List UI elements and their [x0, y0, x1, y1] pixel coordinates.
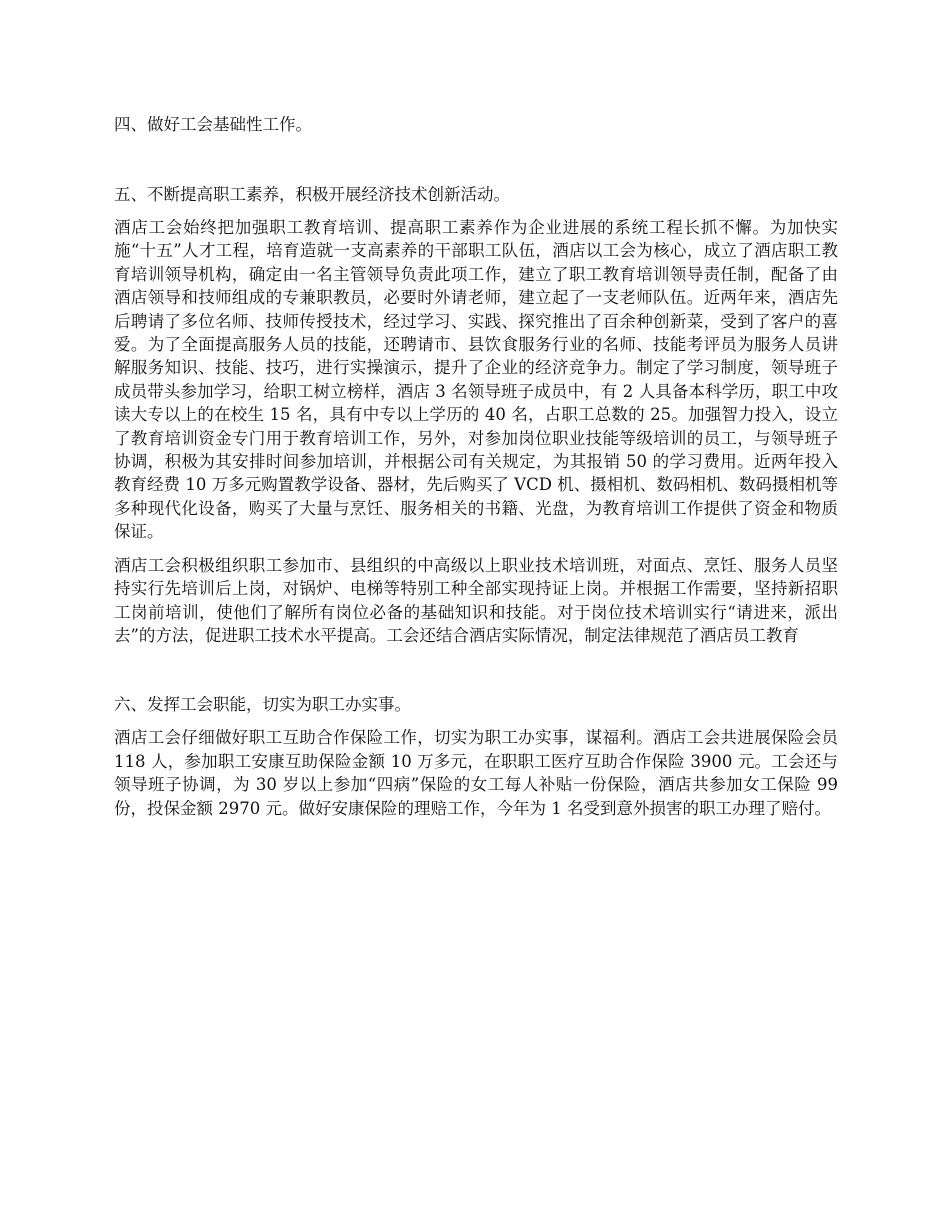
document-page: [114, 112, 838, 820]
section-6-heading: 六、发挥工会职能，切实为职工办实事。: [114, 695, 411, 715]
section-6-paragraph-1: 酒店工会仔细做好职工互助合作保险工作，切实为职工办实事，谋福利。酒店工会共进展保险会员 118 人，参加职工安康互助保险金额 10 万多元，在职职工医疗互助合作保险 3900 元。工会还与领导班子协调，为 30 岁以上参加“四病”保险的女工每人补贴一份保险，酒店共参加女工保险 99 份，投保金额 2970 元。做好安康保险的理赔工作，今年为 1 名受到意外损害的职工办理了赔付。: [114, 728, 838, 818]
section-5-paragraph-2: 酒店工会积极组织职工参加市、县组织的中高级以上职业技术培训班，对面点、烹饪、服务人员坚持实行先培训后上岗，对锅炉、电梯等特别工种全部实现持证上岗。并根据工作需要，坚持新招职工岗前培训，使他们了解所有岗位必备的基础知识和技能。对于岗位技术培训实行“请进来，派出去”的方法，促进职工技术水平提高。工会还结合酒店实际情况，制定法律规范了酒店员工教育: [114, 555, 838, 645]
section-5-heading: 五、不断提高职工素养，积极开展经济技术创新活动。: [114, 185, 510, 204]
section-4-heading: 四、做好工会基础性工作。: [114, 115, 312, 134]
section-5-paragraph-1: 酒店工会始终把加强职工教育培训、提高职工素养作为企业进展的系统工程长抓不懈。为加快实施“十五”人才工程，培育造就一支高素养的干部职工队伍，酒店以工会为核心，成立了酒店职工教育培训领导机构，确定由一名主管领导负责此项工作，建立了职工教育培训领导责任制，配备了由酒店领导和技师组成的专兼职教员，必要时外请老师，建立起了一支老师队伍。近两年来，酒店先后聘请了多位名师、技师传授技术，经过学习、实践、探究推出了百余种创新菜，受到了客户的喜爱。为了全面提高服务人员的技能，还聘请市、县饮食服务行业的名师、技能考评员为服务人员讲解服务知识、技能、技巧，进行实操演示，提升了企业的经济竞争力。制定了学习制度，领导班子成员带头参加学习，给职工树立榜样，酒店 3 名领导班子成员中，有 2 人具备本科学历，职工中攻读大专以上的在校生 15 名，具有中专以上学历的 40 名，占职工总数的 25。加强智力投入，设立了教育培训资金专门用于教育培训工作，另外，对参加岗位职业技能等级培训的员工，与领导班子协调，积极为其安排时间参加培训，并根据公司有关规定，为其报销 50 的学习费用。近两年投入教育经费 10 万多元购置教学设备、器材，先后购买了 VCD 机、摄相机、数码相机、数码摄相机等多种现代化设备，购买了大量与烹饪、服务相关的书籍、光盘，为教育培训工作提供了资金和物质保证。: [114, 218, 838, 542]
